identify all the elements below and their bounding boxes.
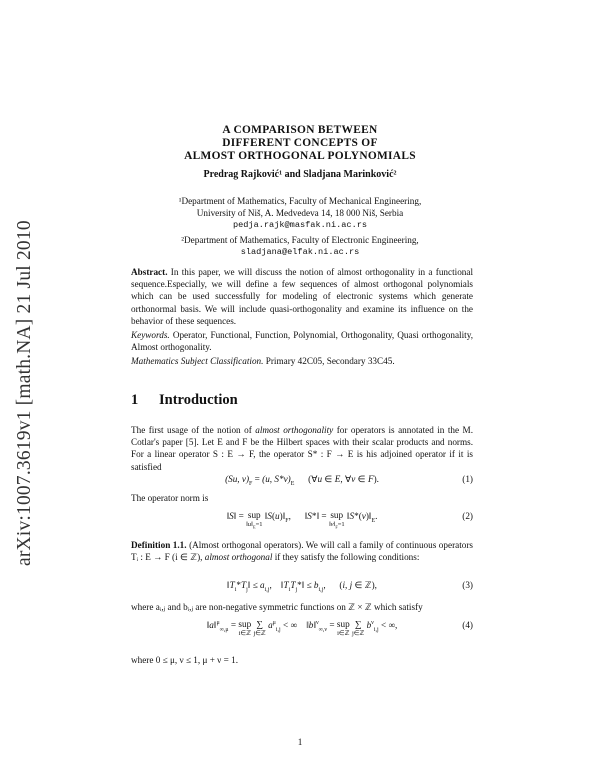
definition-text: if they satisfy the following conditions: <box>274 552 420 563</box>
parameter-condition: where 0 ≤ μ, ν ≤ 1, μ + ν = 1. <box>131 655 238 665</box>
equation-body: ‖S‖ = sup $‖u‖_E=1$ $‖S(u)‖_F$, ‖S*‖ = sup $‖v‖_F=1$ $‖S*(v)‖_E$. <box>226 510 378 530</box>
affiliation-2 <box>0 234 600 258</box>
msc-classification <box>131 355 473 367</box>
msc-label: Mathematics Subject Classification. <box>131 356 264 366</box>
page-number: 1 <box>297 737 303 747</box>
keywords-text: Operator, Functional, Function, Polynomial, Orthogonality, Quasi orthogonality, Almost orthogonality. <box>131 330 474 353</box>
norm-intro: The operator norm is <box>131 493 209 503</box>
title-line: A COMPARISON BETWEEN <box>222 124 378 136</box>
msc-text: Primary 42C05, Secondary 33C45. <box>265 356 395 366</box>
equation-tag: (4) <box>462 620 473 630</box>
affiliation-line: University of Niš, A. Medvedeva 14, 18 000 Niš, Serbia <box>196 208 404 218</box>
abstract-text: In this paper, we will discuss the notion of almost orthogonality in a functional sequence.Especially, we will define a few sequences of almost orthogonal polynomials which can be used successfully for modeling of electronic systems which generate orthonormal basis. We will include quasi-orthogonality and examine its influence on the behavior of these sequences. <box>131 267 474 326</box>
intro-text: The first usage of the notion of <box>131 425 252 435</box>
equation-tag: (3) <box>462 580 473 590</box>
abstract-label: Abstract. <box>131 267 168 277</box>
equation-body: (Su, $v)_F = (u$, $S*v)_E$ (∀u ∈ E, ∀v ∈ F). <box>225 474 379 487</box>
affiliation-line: ²Department of Mathematics, Faculty of Electronic Engineering, <box>181 235 419 245</box>
intro-text: for operators is annotated in the M. Cotlar's paper [5]. Let E and F be the Hilbert spaces with their scalar products and norms. For a linear operator S : E → F, the operator S* : F → E is his adjoined operator if it is satisfied <box>131 425 474 472</box>
email-link[interactable]: pedja.rajk@masfak.ni.ac.rs <box>232 220 368 230</box>
keywords <box>131 329 473 353</box>
arxiv-id-text: arXiv:1007.3619v1 [math.NA] 21 Jul 2010 <box>14 220 35 566</box>
equation-tag: (1) <box>462 474 473 484</box>
definition-text: (Almost orthogonal operators). We will call a family of continuous operators Tᵢ : E → F (i ∈ ℤ), <box>131 540 473 563</box>
equation-tag: (2) <box>462 511 473 521</box>
email-link[interactable]: sladjana@elfak.ni.ac.rs <box>240 247 360 257</box>
equation-2 <box>131 511 473 533</box>
equation-4 <box>131 620 473 646</box>
title-line: ALMOST ORTHOGONAL POLYNOMIALS <box>184 150 416 162</box>
definition-emphasis: almost orthogonal <box>204 552 273 563</box>
intro-paragraph <box>131 424 473 473</box>
equation-body: ‖a‖$^\mu_{\infty,\mu}$ = sup i∈ℤ ∑ j∈ℤ $a^\mu_{i,j}$ < ∞ ‖b‖$^\nu_{\infty,\nu}$ = sup i∈ℤ ∑ j∈ℤ $b^\nu_{i,j}$ < ∞, <box>206 619 398 637</box>
affiliation-line: ¹Department of Mathematics, Faculty of Mechanical Engineering, <box>178 196 422 206</box>
equation-1 <box>131 474 473 488</box>
section-heading <box>131 392 238 409</box>
abstract <box>131 266 473 327</box>
definition-1-1 <box>131 539 473 563</box>
equation-3 <box>131 580 473 594</box>
section-title: Introduction <box>159 392 238 408</box>
section-number: 1 <box>131 392 139 408</box>
authors: Predrag Rajković¹ and Sladjana Marinković² <box>203 169 397 180</box>
definition-label: Definition 1.1. <box>131 540 187 550</box>
paper-title <box>0 124 600 163</box>
intro-emphasis: almost orthogonality <box>255 425 334 435</box>
equation-body: $‖T_i*T_j‖ \le a_{i,j}$, $‖T_iT_j*‖ \le b_{i,j}$, (i, j ∈ ℤ), <box>227 580 377 593</box>
keywords-label: Keywords. <box>131 330 170 340</box>
title-line: DIFFERENT CONCEPTS OF <box>222 137 378 149</box>
affiliation-1 <box>0 195 600 231</box>
symmetric-functions-text: where aᵢ,ⱼ and bᵢ,ⱼ are non-negative symmetric functions on ℤ × ℤ which satisfy <box>131 602 423 612</box>
